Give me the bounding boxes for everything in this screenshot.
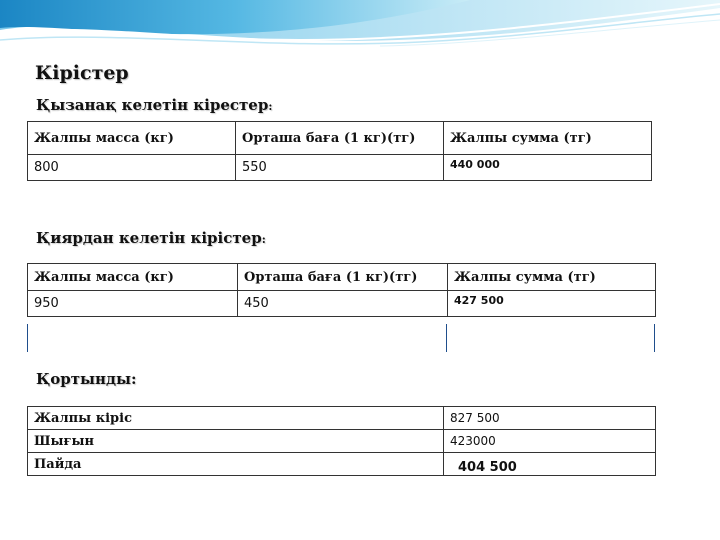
page-title: Кірістер [35, 62, 129, 84]
summary-label-expense: Шығын [28, 430, 444, 453]
table-row [28, 430, 656, 453]
cell-average-price: 550 [236, 155, 444, 181]
table-row [28, 407, 656, 430]
cell-total-mass: 950 [28, 291, 238, 317]
cucumber-income-table [27, 263, 656, 317]
cell-total-sum: 427 500 [448, 291, 656, 317]
table-header-row [28, 264, 656, 291]
section-heading-text: Қиярдан келетін кірістер [36, 229, 262, 247]
cell-total-sum: 440 000 [444, 155, 652, 181]
heading-colon: : [261, 233, 266, 246]
decorative-wave-banner [0, 0, 720, 60]
header-cell-average-price: Орташа баға (1 кг)(тг) [236, 122, 444, 155]
table-row [28, 291, 656, 317]
summary-table [27, 406, 656, 476]
section-heading-tomato [36, 96, 272, 114]
header-cell-total-sum: Жалпы сумма (тг) [444, 122, 652, 155]
tomato-income-table [27, 121, 652, 181]
header-cell-total-mass: Жалпы масса (кг) [28, 122, 236, 155]
cell-total-mass: 800 [28, 155, 236, 181]
section-heading-cucumber [36, 229, 266, 247]
heading-colon: : [268, 100, 273, 113]
summary-heading: Қортынды: [36, 370, 137, 388]
divider-line [654, 324, 655, 352]
summary-value-expense: 423000 [444, 430, 656, 453]
divider-line [27, 324, 28, 352]
summary-value-total-income: 827 500 [444, 407, 656, 430]
summary-label-total-income: Жалпы кіріс [28, 407, 444, 430]
cell-average-price: 450 [238, 291, 448, 317]
section-heading-text: Қызанақ келетін кірестер [36, 96, 269, 114]
header-cell-average-price: Орташа баға (1 кг)(тг) [238, 264, 448, 291]
divider-line [446, 324, 447, 352]
table-header-row [28, 122, 652, 155]
header-cell-total-mass: Жалпы масса (кг) [28, 264, 238, 291]
summary-label-profit: Пайда [28, 453, 444, 476]
summary-value-profit: 404 500 [444, 453, 656, 476]
table-row [28, 155, 652, 181]
table-row [28, 453, 656, 476]
header-cell-total-sum: Жалпы сумма (тг) [448, 264, 656, 291]
